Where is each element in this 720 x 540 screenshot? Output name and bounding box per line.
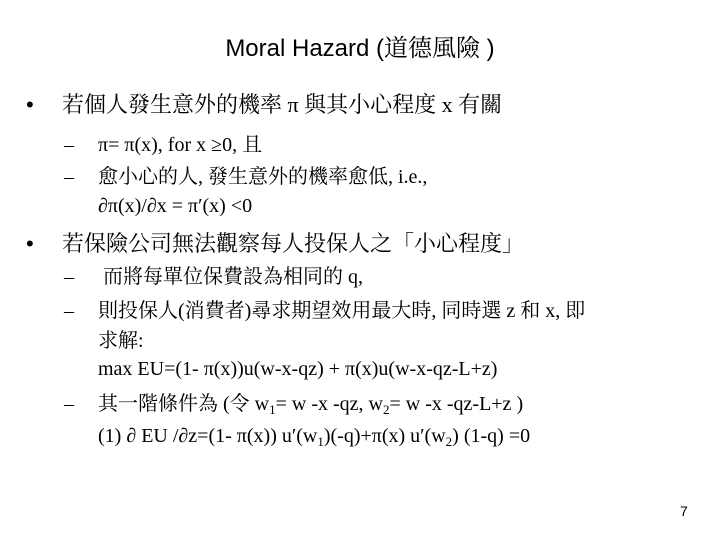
foc-intro-text <box>98 392 523 416</box>
bullet-marker: • <box>26 231 34 256</box>
foc-intro-part: = w -x -qz-L+z ) <box>389 393 524 415</box>
sub-bullet-text: π= π(x), for x ≥0, 且 <box>98 134 263 156</box>
solve-label: 求解: <box>98 330 144 352</box>
foc-equation-part: ) (1-q) =0 <box>452 425 531 447</box>
sub-bullet-text: 而將每單位保費設為相同的 q, <box>98 266 363 288</box>
dash-marker: – <box>64 134 74 156</box>
page-number: 7 <box>680 503 688 519</box>
bullet-marker: • <box>26 92 34 117</box>
subscript-2: 2 <box>382 402 390 417</box>
dash-marker: – <box>64 166 74 188</box>
foc-equation-part: )(-q)+π(x) u′(w <box>323 425 446 447</box>
sub-bullet-text: 愈小心的人, 發生意外的機率愈低, i.e., <box>98 166 428 188</box>
bullet-text: 若個人發生意外的機率 π 與其小心程度 x 有關 <box>62 92 503 117</box>
subscript-2: 2 <box>445 434 453 449</box>
foc-intro-part: = w -x -qz, w <box>275 393 383 415</box>
dash-marker: – <box>64 266 74 288</box>
subscript-1: 1 <box>317 434 324 449</box>
foc-intro-part: 其一階條件為 (令 w <box>98 393 270 415</box>
dash-marker: – <box>64 300 74 322</box>
slide-title: Moral Hazard (道德風險 ) <box>225 35 495 62</box>
foc-equation-part: (1) ∂ EU /∂z=(1- π(x)) u′(w <box>98 425 318 447</box>
bullet-text: 若保險公司無法觀察每人投保人之「小心程度」 <box>62 231 525 256</box>
foc-equation <box>98 424 530 448</box>
dash-marker: – <box>64 393 74 415</box>
sub-bullet-text: 則投保人(消費者)尋求期望效用最大時, 同時選 z 和 x, 即 <box>98 300 586 322</box>
subscript-1: 1 <box>269 402 276 417</box>
objective-equation: max EU=(1- π(x))u(w-x-qz) + π(x)u(w-x-qz-L+z) <box>98 358 498 380</box>
derivative-equation: ∂π(x)/∂x = π′(x) <0 <box>98 195 253 217</box>
